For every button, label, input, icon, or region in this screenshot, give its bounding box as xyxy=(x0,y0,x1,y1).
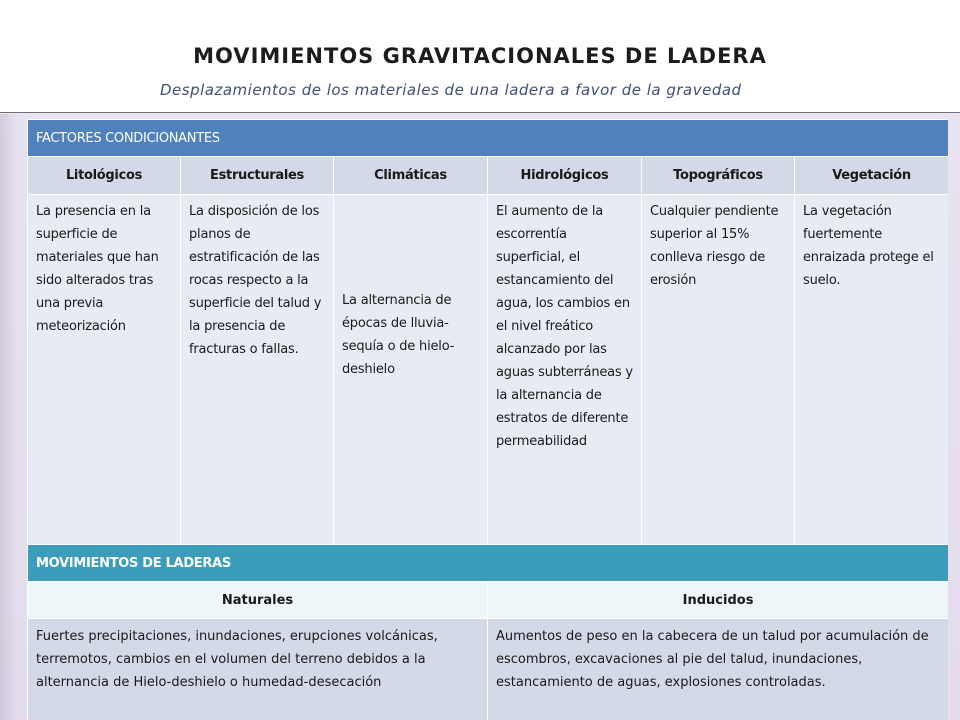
cell-hidrologicos: El aumento de la escorrentía superficial, el estancamiento del agua, los cambios en el nivel freático alcanzado por las aguas subterráneas y la alternancia de estratos de diferente permeabilidad xyxy=(488,195,642,545)
column-header-topograficos: Topográficos xyxy=(642,157,795,195)
factors-section-header-row xyxy=(28,120,949,157)
factors-column-header-row xyxy=(28,157,949,195)
column-header-naturales: Naturales xyxy=(28,582,488,619)
title-divider xyxy=(0,112,960,113)
movements-section-header-row xyxy=(28,545,949,582)
column-header-climaticas: Climáticas xyxy=(334,157,488,195)
factors-section-title: FACTORES CONDICIONANTES xyxy=(28,120,949,157)
column-header-inducidos: Inducidos xyxy=(488,582,949,619)
factors-content-row xyxy=(28,195,949,545)
cell-climaticas xyxy=(334,195,488,545)
cell-inducidos: Aumentos de peso en la cabecera de un talud por acumulación de escombros, excavaciones al pie del talud, inundaciones, estancamiento de aguas, explosiones controladas. xyxy=(488,619,949,720)
column-header-litologicos: Litológicos xyxy=(28,157,181,195)
content-table-container xyxy=(27,119,948,720)
cell-estructurales: La disposición de los planos de estratificación de las rocas respecto a la superficie del talud y la presencia de fracturas o fallas. xyxy=(181,195,334,545)
cell-litologicos: La presencia en la superficie de materiales que han sido alterados tras una previa meteorización xyxy=(28,195,181,545)
movements-column-header-row xyxy=(28,582,949,619)
page-subtitle: Desplazamientos de los materiales de una ladera a favor de la gravedad xyxy=(160,81,742,99)
cell-vegetacion: La vegetación fuertemente enraizada protege el suelo. xyxy=(795,195,949,545)
cell-topograficos: Cualquier pendiente superior al 15% conlleva riesgo de erosión xyxy=(642,195,795,545)
page-title: MOVIMIENTOS GRAVITACIONALES DE LADERA xyxy=(193,44,767,68)
cell-climaticas-text: La alternancia de épocas de lluvia-sequía o de hielo-deshielo xyxy=(342,293,455,377)
column-header-estructurales: Estructurales xyxy=(181,157,334,195)
movements-content-row xyxy=(28,619,949,720)
factors-table xyxy=(27,119,948,720)
left-edge-shade xyxy=(0,114,18,720)
column-header-vegetacion: Vegetación xyxy=(795,157,949,195)
movements-section-title: MOVIMIENTOS DE LADERAS xyxy=(28,545,949,582)
column-header-hidrologicos: Hidrológicos xyxy=(488,157,642,195)
cell-naturales: Fuertes precipitaciones, inundaciones, erupciones volcánicas, terremotos, cambios en el volumen del terreno debidos a la alternancia de Hielo-deshielo o humedad-desecación xyxy=(28,619,488,720)
